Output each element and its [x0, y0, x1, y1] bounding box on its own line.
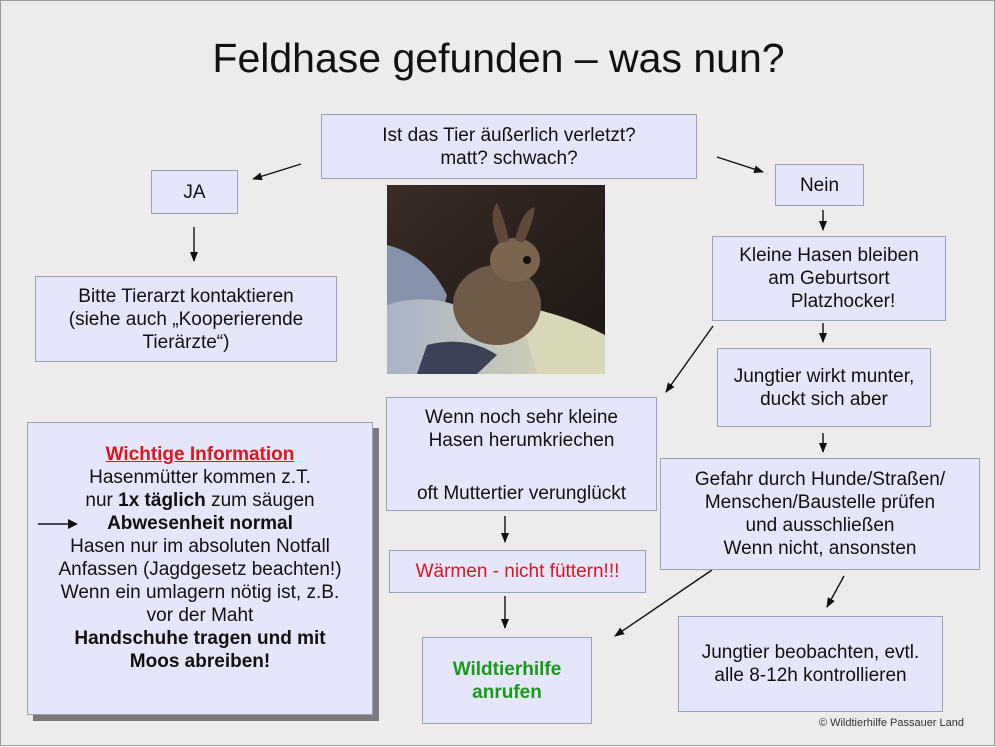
info-box [27, 422, 373, 715]
crawl-box [386, 397, 657, 511]
danger-line-1: Gefahr durch Hunde/Straßen/ [694, 469, 946, 490]
arrow-birthplace-to-crawl [666, 326, 713, 392]
observe-box [678, 616, 943, 712]
observe-line-2: alle 8-12h kontrollieren [714, 665, 907, 686]
info-line-9: Moos abreiben! [129, 651, 271, 672]
info-line-3: Abwesenheit normal [28, 512, 372, 535]
danger-line-4: Wenn nicht, ansonsten [723, 538, 917, 559]
danger-line-3: und ausschließen [745, 515, 895, 536]
call-line-2: anrufen [472, 681, 542, 703]
birthplace-line-1: Kleine Hasen bleiben [739, 245, 919, 266]
arrow-danger-to-observe [827, 576, 844, 607]
lively-line-2: duckt sich aber [760, 388, 888, 410]
info-line-1: Hasenmütter kommen z.T. [89, 467, 311, 488]
question-line-1: Ist das Tier äußerlich verletzt? [382, 124, 636, 146]
info-heading: Wichtige Information [105, 444, 295, 465]
info-line-8: Handschuhe tragen und mit [74, 628, 326, 649]
info-line-2: nur 1x täglich zum säugen [85, 490, 315, 511]
lively-line-1: Jungtier wirkt munter, [733, 365, 915, 387]
info-line-5: Anfassen (Jagdgesetz beachten!) [58, 559, 342, 580]
info-line-4: Hasen nur im absoluten Notfall [70, 536, 330, 557]
right-arrow-icon [38, 518, 78, 530]
birthplace-line-3: Platzhocker! [790, 291, 896, 312]
no-box [775, 164, 864, 206]
vet-line-2: (siehe auch „Kooperierende [68, 308, 304, 330]
copyright-notice: © Wildtierhilfe Passauer Land [818, 717, 964, 729]
yes-label: JA [183, 181, 206, 203]
info-line-6: Wenn ein umlagern nötig ist, z.B. [60, 582, 340, 603]
danger-box [660, 458, 980, 570]
info-line-2-bold: 1x täglich [118, 490, 206, 511]
crawl-line-1: Wenn noch sehr kleine [425, 407, 618, 428]
arrow-question-to-yes [253, 164, 301, 179]
page-title: Feldhase gefunden – was nun? [212, 35, 785, 81]
hare-photo [387, 185, 605, 374]
question-box [321, 114, 697, 179]
warm-text: Wärmen - nicht füttern!!! [415, 561, 620, 582]
vet-line-1: Bitte Tierarzt kontaktieren [78, 285, 294, 307]
info-line-7: vor der Maht [146, 605, 254, 626]
crawl-line-3: oft Muttertier verunglückt [416, 483, 627, 504]
lively-box [717, 348, 931, 427]
warm-box [389, 550, 646, 593]
birthplace-box [712, 236, 946, 321]
arrow-question-to-no [717, 157, 763, 172]
birthplace-line-2: am Geburtsort [768, 268, 890, 289]
yes-box [151, 170, 238, 214]
observe-line-1: Jungtier beobachten, evtl. [701, 642, 920, 663]
question-line-2: matt? schwach? [440, 147, 578, 169]
call-box [422, 637, 592, 724]
danger-line-2: Menschen/Baustelle prüfen [704, 492, 936, 513]
vet-line-3: Tierärzte“) [142, 331, 230, 353]
crawl-line-2: Hasen herumkriechen [428, 430, 615, 451]
call-line-1: Wildtierhilfe [452, 658, 562, 680]
vet-box [35, 276, 337, 362]
no-label: Nein [799, 174, 840, 196]
